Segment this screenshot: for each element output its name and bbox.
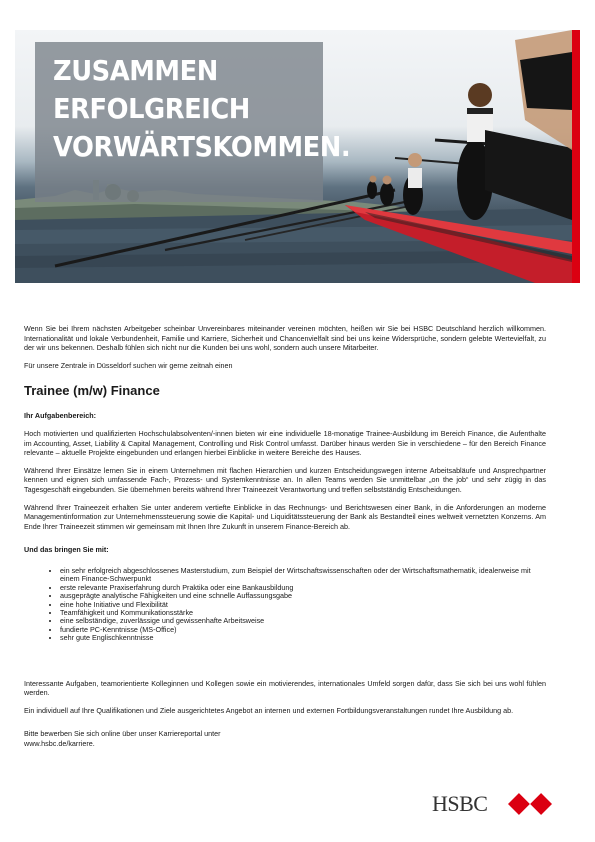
list-item: • Teamfähigkeit und Kommunikationsstärke xyxy=(60,609,546,617)
job-title: Trainee (m/w) Finance xyxy=(24,383,160,399)
list-item: • eine selbständige, zuverlässige und gewissenhafte Arbeitsweise xyxy=(60,617,546,625)
location-line: Für unsere Zentrale in Düsseldorf suchen wir gerne zeitnah einen xyxy=(24,360,233,370)
headline-box xyxy=(35,42,351,202)
hero-image xyxy=(15,30,572,283)
job-posting-body xyxy=(24,324,546,757)
apply-url[interactable]: www.hsbc.de/karriere. xyxy=(24,738,95,748)
list-item: • erste relevante Praxiserfahrung durch Praktika oder eine Bankausbildung xyxy=(60,584,546,592)
apply-line: Bitte bewerben Sie sich online über unser Karriereportal unter xyxy=(24,729,221,739)
tasks-paragraph-3: Während Ihrer Traineezeit erhalten Sie unter anderem vertiefte Einblicke in das Rechnungs- und Berichtswesen einer Bank, in die Anforderungen an moderne Managementinformation zur Unternehmenssteuerung sowie die Kapital- und Liquiditätssteuerung der Bank als Bestandteil eines weltweit vernetzten Konzerns. Am Ende Ihrer Traineezeit stimmen wir gemeinsam mit Ihnen Ihre Zukunft in unserem Finance-Bereich ab. xyxy=(24,502,546,531)
list-item: • ein sehr erfolgreich abgeschlossenes Masterstudium, zum Beispiel der Wirtschaftswissenschaften oder der Wirtschaftsmathematik, idealerweise mit einem Finance-Schwerpunkt xyxy=(60,567,546,584)
tasks-paragraph-2: Während Ihrer Einsätze lernen Sie in einem Unternehmen mit flachen Hierarchien und kurzen Entscheidungswegen interne Arbeitsabläufe und Ansprechpartner kennen und eignen sich umfassende Fach-, Prozess- und Systemkenntnisse an. In allen Teams werden Sie unmittelbar „on the job“ und sehr zügig in das Tagesgeschäft eingebunden. Sie übernehmen bereits während Ihrer Traineezeit Verantwortung und treffen selbstständig Entscheidungen. xyxy=(24,465,546,494)
hero-headline xyxy=(53,52,350,166)
hexagon-logo-icon xyxy=(508,793,552,815)
list-item: • fundierte PC-Kenntnisse (MS-Office) xyxy=(60,626,546,634)
spacer xyxy=(24,657,546,679)
intro-paragraph: Wenn Sie bei Ihrem nächsten Arbeitgeber scheinbar Unvereinbares miteinander vereinen möchten, heißen wir Sie bei HSBC Deutschland herzlich willkommen. Internationalität und lokale Verbundenheit, Familie und Karriere, Sicherheit und Chancenvielfalt sind bei uns keine Widersprüche, sondern gelebte Wertevielfalt, zu der wir uns bekennen. Deshalb fühlen sich nicht nur die Kunden bei uns wohl, sondern auch unsere Mitarbeiter. xyxy=(24,324,546,353)
hsbc-logo xyxy=(432,792,552,816)
apply-text xyxy=(24,729,546,748)
tasks-heading: Ihr Aufgabenbereich: xyxy=(24,411,97,421)
headline-line-3: VORWÄRTSKOMMEN. xyxy=(53,130,351,163)
headline-line-1: ZUSAMMEN xyxy=(53,54,218,87)
headline-line-2: ERFOLGREICH xyxy=(53,92,250,125)
list-item: • eine hohe Initiative und Flexibilität xyxy=(60,601,546,609)
requirements-heading: Und das bringen Sie mit: xyxy=(24,545,109,555)
list-item: • sehr gute Englischkenntnisse xyxy=(60,634,546,642)
requirements-list xyxy=(24,567,546,643)
list-item: • ausgeprägte analytische Fähigkeiten und eine schnelle Auffassungsgabe xyxy=(60,592,546,600)
offer-paragraph-1: Interessante Aufgaben, teamorientierte Kolleginnen und Kollegen sowie ein motivierendes, internationales Umfeld sorgen dafür, dass Sie sich bei uns wohl fühlen werden. xyxy=(24,678,546,698)
tasks-paragraph-1: Hoch motivierten und qualifizierten Hochschulabsolventen/-innen bieten wir eine individuelle 18-monatige Trainee-Ausbildung im Bereich Finance, die Aufenthalte im Accounting, Asset, Liability & Capital Management, Controlling und Risk Control umfasst. Darüber hinaus werden Sie in verschiedene – für den Bereich Finance relevante – aktuelle Projekte eingebunden und erlangen hierbei Einblicke in weitere Bereiche des Hauses. xyxy=(24,428,546,458)
brand-red-bar xyxy=(572,30,580,283)
logo-wordmark: HSBC xyxy=(432,791,488,816)
offer-paragraph-2: Ein individuell auf Ihre Qualifikationen und Ziele ausgerichtetes Angebot an internen und externen Fortbildungsveranstaltungen rundet Ihre Ausbildung ab. xyxy=(24,705,514,715)
